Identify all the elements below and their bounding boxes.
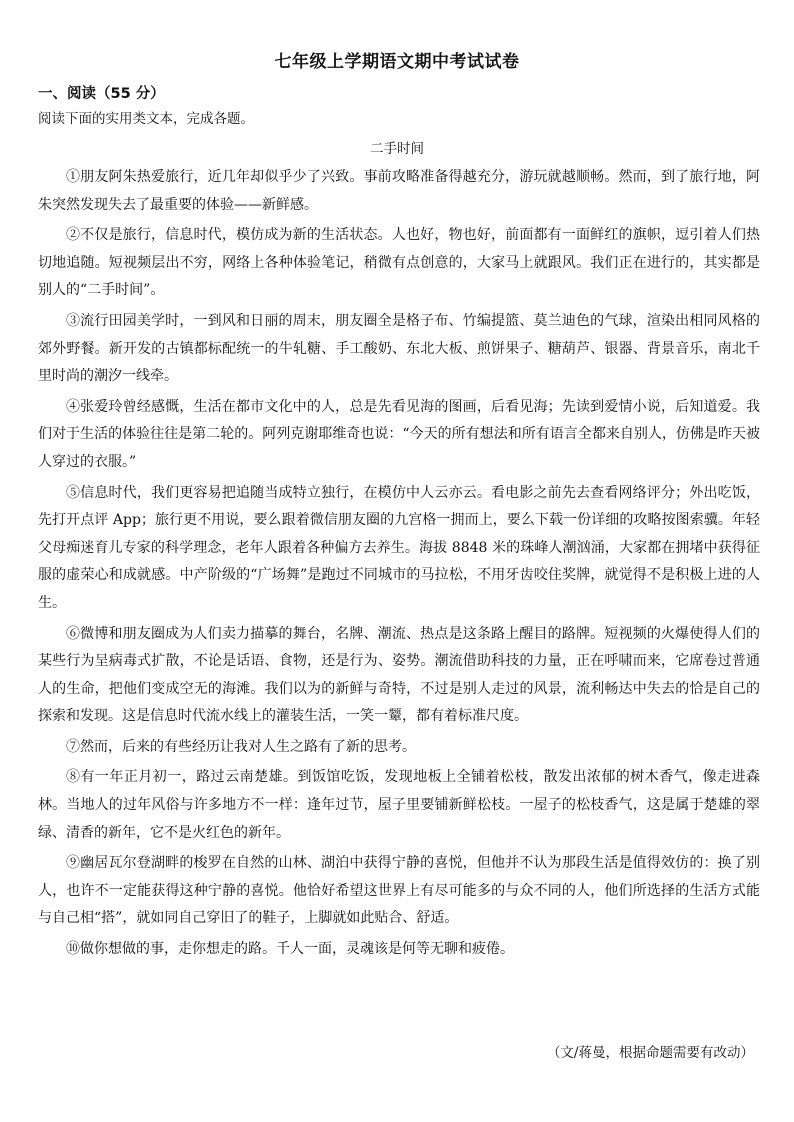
exam-title: 七年级上学期语文期中考试试卷: [274, 52, 520, 72]
article-paragraph-10: ⑩做你想做的事，走你想走的路。千人一面，灵魂该是何等无聊和疲倦。: [66, 941, 514, 958]
article-paragraph-7: ⑦然而，后来的有些经历让我对人生之路有了新的思考。: [66, 738, 416, 755]
article-paragraph-4: ④张爱玲曾经感慨，生活在都市文化中的人，总是先看见海的图画，后看见海；先读到爱情小说，后知道爱。我们对于生活的体验往往是第二轮的。阿列克谢耶维奇也说：“今天的所有想法和所有语言全都来自别人，仿佛是昨天被人穿过的衣服。”: [38, 398, 760, 470]
article-paragraph-1: ①朋友阿朱热爱旅行，近几年却似乎少了兴致。事前攻略准备得越充分，游玩就越顺畅。然而，到了旅行地，阿朱突然发现失去了最重要的体验——新鲜感。: [38, 169, 760, 213]
article-source: （文/蒋曼，根据命题需要有改动）: [546, 1045, 754, 1061]
article-paragraph-9: ⑨幽居瓦尔登湖畔的梭罗在自然的山林、湖泊中获得宁静的喜悦，但他并不认为那段生活是值得效仿的：换了别人，也许不一定能获得这种宁静的喜悦。他恰好希望这世界上有尽可能多的与众不同的人，他们所选择的生活方式能与自己相“搭”，就如同自己穿旧了的鞋子，上脚就如此贴合、舒适。: [38, 855, 760, 927]
section-heading: 一、阅读（55 分）: [38, 86, 165, 102]
article-title: 二手时间: [370, 141, 424, 157]
article-paragraph-6: ⑥微博和朋友圈成为人们卖力描摹的舞台，名牌、潮流、热点是这条路上醒目的路牌。短视频的火爆使得人们的某些行为呈病毒式扩散，不论是话语、食物，还是行为、姿势。潮流借助科技的力量，正在呼啸而来，它席卷过普通人的生命，把他们变成空无的海滩。我们以为的新鲜与奇特，不过是别人走过的风景，流利畅达中失去的恰是自己的探索和发现。这是信息时代流水线上的灌装生活，一笑一颦，都有着标准尺度。: [38, 625, 760, 725]
article-paragraph-2: ②不仅是旅行，信息时代，模仿成为新的生活状态。人也好，物也好，前面都有一面鲜红的旗帜，逗引着人们热切地追随。短视频层出不穷，网络上各种体验笔记，稍微有点创意的，大家马上就跟风。我们正在进行的，其实都是别人的“二手时间”。: [38, 227, 760, 299]
article-paragraph-3: ③流行田园美学时，一到风和日丽的周末，朋友圈全是格子布、竹编提篮、莫兰迪色的气球，渲染出相同风格的郊外野餐。新开发的古镇都标配统一的牛轧糖、手工酸奶、东北大板、煎饼果子、糖葫芦、银器、背景音乐，南北千里时尚的潮汐一线牵。: [38, 312, 760, 385]
article-paragraph-8: ⑧有一年正月初一，路过云南楚雄。到饭馆吃饭，发现地板上全铺着松枝，散发出浓郁的树木香气，像走进森林。当地人的过年风俗与许多地方不一样：逢年过节，屋子里要铺新鲜松枝。一屋子的松枝香气，这是属于楚雄的翠绿、清香的新年，它不是火红色的新年。: [38, 769, 760, 841]
article-body: [38, 164, 760, 967]
section-instruction: 阅读下面的实用类文本，完成各题。: [38, 111, 254, 127]
article-paragraph-5: ⑤信息时代，我们更容易把追随当成特立独行，在模仿中人云亦云。看电影之前先去查看网络评分；外出吃饭，先打开点评 App；旅行更不用说，要么跟着微信朋友圈的九宫格一拥而上，要么下载一份详细的攻略按图索骥。年轻父母痴迷育儿专家的科学理念，老年人跟着各种偏方去养生。海拔 8848 米的珠峰人潮汹涌，大家都在拥堵中获得征服的虚荣心和成就感。中产阶级的“广场舞”是跑过不同城市的马拉松，不用牙齿咬住奖牌，就觉得不是积极上进的人生。: [38, 484, 760, 611]
